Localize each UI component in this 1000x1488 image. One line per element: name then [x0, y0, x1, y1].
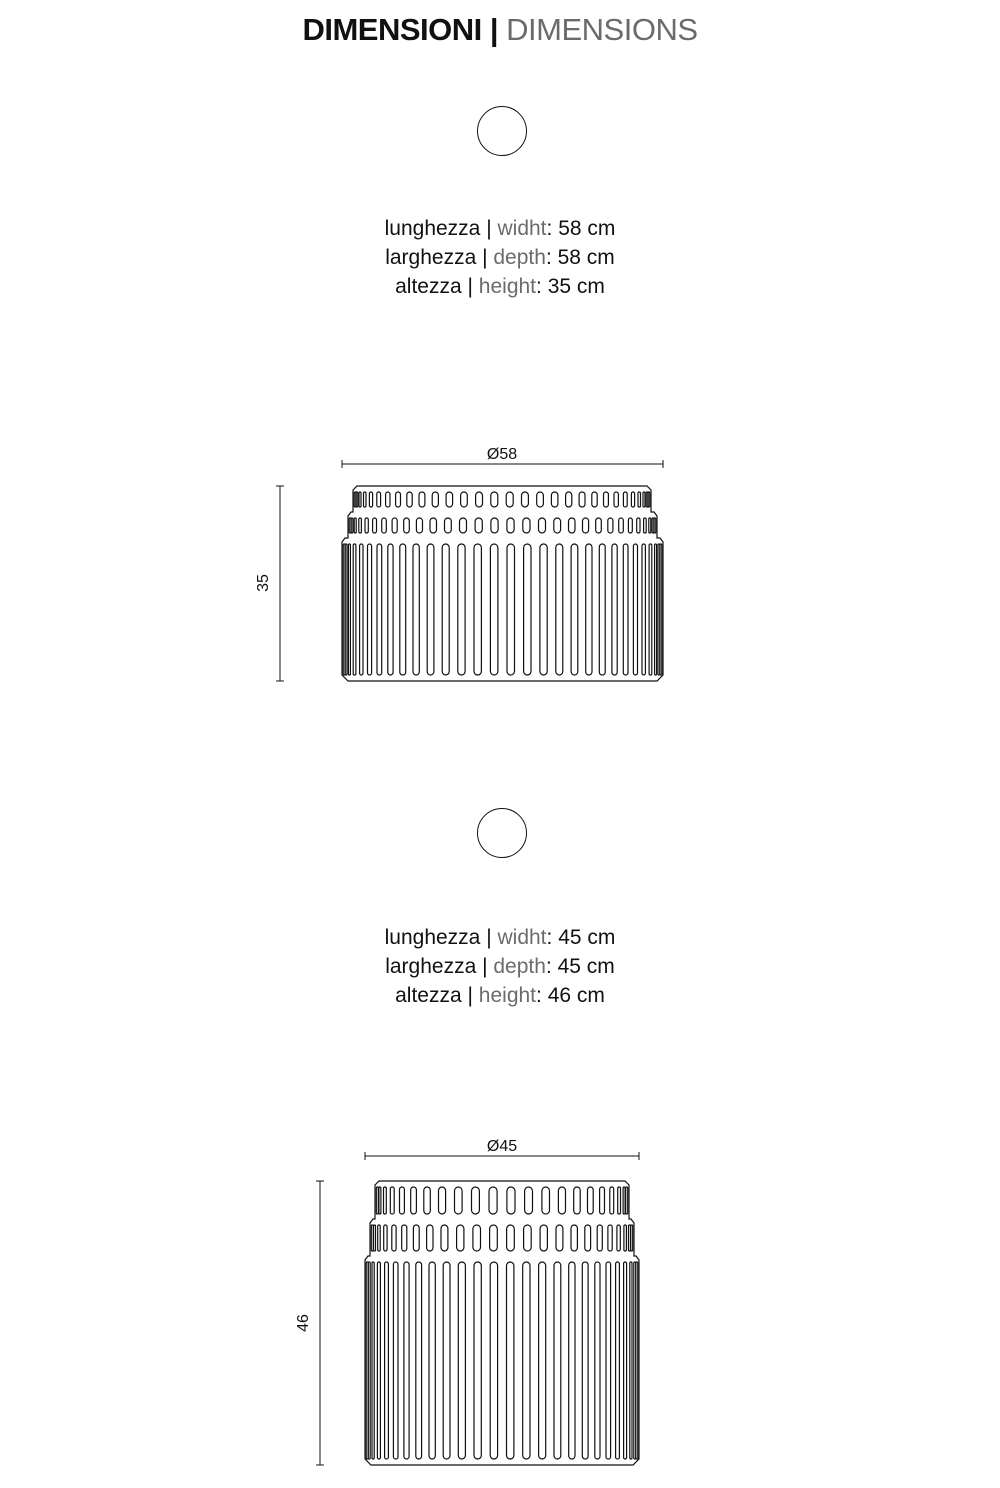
middle-slot: [402, 1225, 407, 1251]
title-english: DIMENSIONS: [506, 12, 698, 47]
middle-slot: [413, 1225, 419, 1251]
upper-slot: [506, 492, 513, 507]
upper-slot: [364, 492, 367, 507]
middle-slot: [354, 518, 356, 533]
upper-slot: [610, 1187, 614, 1214]
upper-slot: [461, 492, 468, 507]
lower-slot: [582, 1262, 588, 1459]
lower-slot: [388, 544, 393, 675]
upper-slot: [600, 1187, 605, 1214]
middle-slot: [644, 518, 647, 533]
middle-slot: [491, 518, 498, 533]
upper-slot: [604, 492, 609, 507]
upper-slot: [491, 492, 498, 507]
lower-slot: [523, 1262, 530, 1459]
upper-slot: [626, 1187, 628, 1214]
lower-slot: [360, 544, 363, 675]
middle-slot: [351, 518, 353, 533]
lower-slot: [353, 544, 356, 675]
middle-slot: [473, 1225, 481, 1251]
middle-slot: [384, 1225, 387, 1251]
upper-slot: [379, 1187, 381, 1214]
upper-slot: [566, 492, 572, 507]
middle-slot: [392, 518, 397, 533]
upper-slot: [588, 1187, 594, 1214]
middle-slot: [631, 1225, 633, 1251]
lower-slot: [633, 544, 637, 675]
middle-slot: [457, 1225, 464, 1251]
lower-slot: [569, 1262, 575, 1459]
lower-slot: [524, 544, 531, 675]
lower-slot: [474, 544, 481, 675]
upper-slot: [400, 1187, 405, 1214]
middle-slot: [430, 518, 437, 533]
lower-slot: [393, 1262, 398, 1459]
middle-slot: [619, 518, 624, 533]
lower-slot: [427, 544, 434, 675]
lower-slot: [458, 1262, 465, 1459]
lower-slot: [458, 544, 465, 675]
upper-slot: [542, 1187, 550, 1214]
middle-slot: [382, 518, 387, 533]
middle-slot: [608, 1225, 612, 1251]
lower-slot: [612, 544, 617, 675]
middle-slot: [378, 1225, 381, 1251]
lower-slot: [655, 544, 657, 675]
upper-slot: [407, 492, 412, 507]
upper-slot: [419, 492, 425, 507]
middle-slot: [441, 1225, 448, 1251]
middle-slot: [597, 1225, 602, 1251]
upper-slot: [424, 1187, 431, 1214]
middle-slot: [507, 518, 514, 533]
height-label-2: 46: [295, 1314, 312, 1332]
upper-slot: [522, 492, 529, 507]
top-view-circle-2: [477, 808, 527, 858]
lower-slot: [372, 1262, 374, 1459]
lower-slot: [642, 544, 645, 675]
upper-slot: [396, 492, 401, 507]
middle-slot: [539, 518, 546, 533]
lower-slot: [554, 1262, 561, 1459]
lower-slot: [624, 1262, 627, 1459]
lower-slot: [490, 1262, 497, 1459]
middle-slot: [554, 518, 561, 533]
middle-slot: [427, 1225, 433, 1251]
upper-slot: [446, 492, 453, 507]
upper-slot: [390, 1187, 394, 1214]
upper-slot: [439, 1187, 446, 1214]
lower-slot: [443, 1262, 450, 1459]
middle-slot: [556, 1225, 563, 1251]
middle-slot: [507, 1225, 515, 1251]
middle-slot: [475, 518, 482, 533]
lower-slot: [429, 1262, 435, 1459]
middle-slot: [392, 1225, 396, 1251]
lower-slot: [630, 1262, 632, 1459]
lower-slot: [404, 1262, 409, 1459]
upper-slot: [411, 1187, 417, 1214]
lower-slot: [416, 1262, 422, 1459]
height-label-1: 35: [255, 574, 272, 592]
title-separator: |: [481, 12, 507, 47]
lower-slot: [348, 544, 350, 675]
upper-slot: [525, 1187, 533, 1214]
upper-slot: [455, 1187, 463, 1214]
upper-slot: [614, 492, 618, 507]
lower-slot: [377, 544, 382, 675]
middle-slot: [649, 518, 651, 533]
lower-slot: [636, 1262, 638, 1459]
middle-slot: [490, 1225, 498, 1251]
lamp-outline: [365, 1181, 639, 1465]
lower-slot: [606, 1262, 611, 1459]
upper-slot: [579, 492, 585, 507]
middle-slot: [654, 518, 656, 533]
specs-block-2: [0, 923, 1000, 1010]
middle-slot: [365, 518, 368, 533]
lower-slot: [413, 544, 419, 675]
middle-slot: [571, 1225, 577, 1251]
lower-slot: [368, 544, 372, 675]
spec-row-depth: larghezza | depth: 58 cm: [385, 246, 615, 269]
lower-slot: [556, 544, 563, 675]
upper-slot: [476, 492, 483, 507]
lower-slot: [507, 1262, 514, 1459]
lower-slot: [507, 544, 515, 675]
spec-row-width: lunghezza | widht: 45 cm: [384, 926, 616, 949]
height-dimension-1: [276, 486, 284, 681]
spec-row-height: altezza | height: 46 cm: [395, 984, 605, 1007]
lower-slot: [540, 544, 547, 675]
upper-slot: [384, 1187, 387, 1214]
upper-slot: [369, 492, 372, 507]
upper-slot: [386, 492, 390, 507]
lower-slot: [595, 1262, 600, 1459]
lower-slot: [474, 1262, 481, 1459]
lower-slot: [586, 544, 592, 675]
middle-slot: [523, 518, 530, 533]
lower-slot: [400, 544, 406, 675]
middle-slot: [608, 518, 613, 533]
spec-row-depth: larghezza | depth: 45 cm: [385, 955, 615, 978]
middle-slot: [404, 518, 410, 533]
lamp-side-view-2: [365, 1181, 639, 1465]
upper-slot: [537, 492, 544, 507]
lower-slot: [660, 544, 662, 675]
lower-slot: [539, 1262, 546, 1459]
middle-slot: [596, 518, 602, 533]
upper-slot: [631, 492, 634, 507]
upper-slot: [551, 492, 558, 507]
lower-slot: [490, 544, 498, 675]
upper-slot: [643, 492, 645, 507]
upper-slot: [376, 1187, 378, 1214]
lower-slot: [649, 544, 652, 675]
lower-slot: [623, 544, 628, 675]
upper-slot: [623, 1187, 625, 1214]
middle-slot: [416, 518, 422, 533]
upper-slot: [638, 492, 641, 507]
upper-slot: [574, 1187, 581, 1214]
upper-slot: [507, 1187, 515, 1214]
lower-slot: [377, 1262, 380, 1459]
middle-slot: [524, 1225, 532, 1251]
middle-slot: [628, 518, 632, 533]
middle-slot: [583, 518, 589, 533]
middle-slot: [617, 1225, 620, 1251]
middle-slot: [540, 1225, 547, 1251]
middle-slot: [374, 1225, 376, 1251]
lower-slot: [571, 544, 578, 675]
middle-slot: [585, 1225, 591, 1251]
upper-slot: [592, 492, 597, 507]
lower-slot: [442, 544, 449, 675]
lower-slot: [616, 1262, 620, 1459]
upper-slot: [623, 492, 627, 507]
middle-slot: [637, 518, 640, 533]
middle-slot: [373, 518, 377, 533]
lower-slot: [345, 544, 347, 675]
upper-slot: [489, 1187, 497, 1214]
lower-slot: [368, 1262, 370, 1459]
upper-slot: [359, 492, 361, 507]
spec-row-height: altezza | height: 35 cm: [395, 275, 605, 298]
diameter-label-2: Ø45: [486, 1138, 518, 1155]
upper-slot: [432, 492, 438, 507]
upper-slot: [472, 1187, 480, 1214]
middle-slot: [460, 518, 467, 533]
title-italian: DIMENSIONI: [302, 12, 482, 47]
lower-slot: [385, 1262, 389, 1459]
middle-slot: [624, 1225, 627, 1251]
upper-slot: [558, 1187, 565, 1214]
middle-slot: [445, 518, 452, 533]
upper-slot: [618, 1187, 621, 1214]
height-dimension-2: [316, 1181, 324, 1465]
lower-slot: [599, 544, 605, 675]
lamp-outline: [342, 486, 663, 681]
upper-slot: [377, 492, 381, 507]
middle-slot: [569, 518, 576, 533]
middle-slot: [359, 518, 362, 533]
lamp-side-view-1: [342, 486, 663, 681]
diameter-label-1: Ø58: [486, 446, 518, 463]
spec-row-width: lunghezza | widht: 58 cm: [384, 217, 616, 240]
